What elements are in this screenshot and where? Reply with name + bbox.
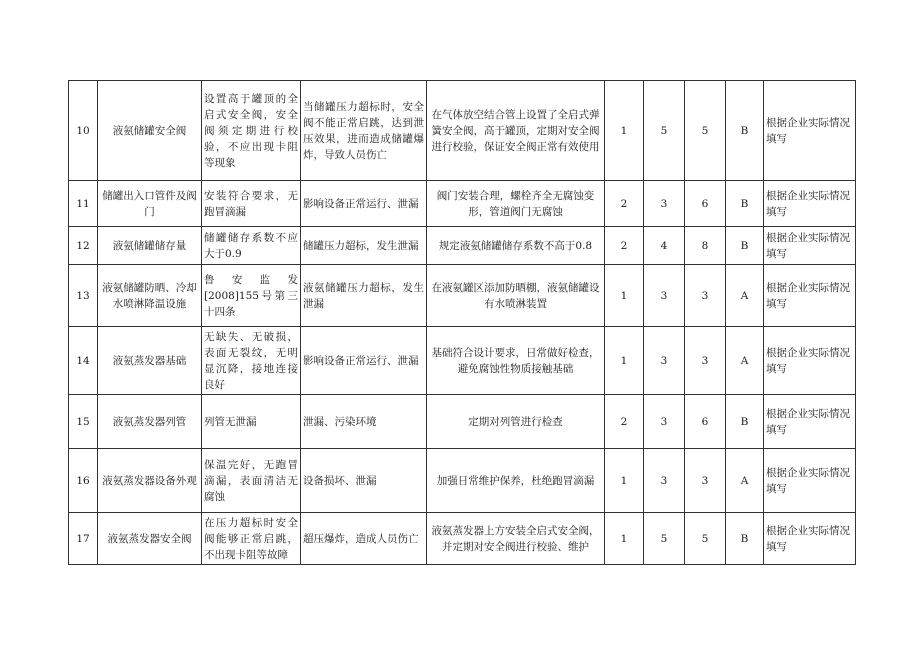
standard-cell: 保温完好，无跑冒滴漏，表面清洁无腐蚀: [202, 449, 301, 513]
check-item: 液氨蒸发器设备外观: [98, 449, 202, 513]
check-item: 液氨蒸发器列管: [98, 395, 202, 449]
risk-value-cell: 6: [685, 181, 726, 227]
check-item: 液氨储罐安全阀: [98, 81, 202, 181]
control-measure-cell: 阀门安装合理，螺栓齐全无腐蚀变形，管道阀门无腐蚀: [427, 181, 605, 227]
check-item: 液氨蒸发器安全阀: [98, 513, 202, 565]
standard-cell: 储罐储存系数不应大于0.9: [202, 227, 301, 265]
risk-level-cell: A: [726, 265, 764, 327]
check-item: 储罐出入口管件及阀门: [98, 181, 202, 227]
consequence-cell: 储罐压力超标，发生泄漏: [301, 227, 427, 265]
control-measure-cell: 加强日常维护保养，杜绝跑冒滴漏: [427, 449, 605, 513]
table-row: [69, 81, 856, 181]
table-row: [69, 227, 856, 265]
risk-level-cell: B: [726, 513, 764, 565]
row-number: 11: [69, 181, 98, 227]
check-item: 液氨储罐储存量: [98, 227, 202, 265]
standard-cell: 在压力超标时安全阀能够正常启跳，不出现卡阻等故障: [202, 513, 301, 565]
risk-level-cell: B: [726, 395, 764, 449]
table-row: [69, 395, 856, 449]
row-number: 10: [69, 81, 98, 181]
control-measure-cell: 液氨蒸发器上方安装全启式安全阀，并定期对安全阀进行校验、维护: [427, 513, 605, 565]
severity-cell: 5: [644, 513, 685, 565]
control-measure-cell: 定期对列管进行检查: [427, 395, 605, 449]
risk-value-cell: 5: [685, 513, 726, 565]
risk-value-cell: 3: [685, 327, 726, 395]
check-item: 液氨蒸发器基础: [98, 327, 202, 395]
likelihood-cell: 1: [605, 327, 644, 395]
likelihood-cell: 2: [605, 181, 644, 227]
severity-cell: 3: [644, 395, 685, 449]
standard-cell: 无缺失、无破损，表面无裂纹，无明显沉降，接地连接良好: [202, 327, 301, 395]
risk-value-cell: 3: [685, 449, 726, 513]
table-row: [69, 513, 856, 565]
check-item: 液氨储罐防晒、冷却水喷淋降温设施: [98, 265, 202, 327]
consequence-cell: 超压爆炸，造成人员伤亡: [301, 513, 427, 565]
likelihood-cell: 2: [605, 395, 644, 449]
likelihood-cell: 1: [605, 513, 644, 565]
risk-assessment-table: [68, 80, 856, 565]
severity-cell: 5: [644, 81, 685, 181]
consequence-cell: 影响设备正常运行、泄漏: [301, 181, 427, 227]
consequence-cell: 液氨储罐压力超标，发生泄漏: [301, 265, 427, 327]
risk-level-cell: A: [726, 449, 764, 513]
severity-cell: 3: [644, 327, 685, 395]
risk-value-cell: 3: [685, 265, 726, 327]
risk-value-cell: 8: [685, 227, 726, 265]
consequence-cell: 设备损坏、泄漏: [301, 449, 427, 513]
severity-cell: 3: [644, 181, 685, 227]
note-cell: 根据企业实际情况填写: [764, 181, 856, 227]
control-measure-cell: 在气体放空结合管上设置了全启式弹簧安全阀，高于罐顶，定期对安全阀进行校验，保证安全阀正常有效使用: [427, 81, 605, 181]
note-cell: 根据企业实际情况填写: [764, 265, 856, 327]
row-number: 13: [69, 265, 98, 327]
standard-cell: 设置高于罐顶的全启式安全阀，安全阀须定期进行校验，不应出现卡阻等现象: [202, 81, 301, 181]
severity-cell: 3: [644, 449, 685, 513]
note-cell: 根据企业实际情况填写: [764, 81, 856, 181]
risk-level-cell: B: [726, 227, 764, 265]
severity-cell: 4: [644, 227, 685, 265]
control-measure-cell: 在液氨罐区添加防晒棚，液氨储罐设有水喷淋装置: [427, 265, 605, 327]
control-measure-cell: 规定液氨储罐储存系数不高于0.8: [427, 227, 605, 265]
row-number: 12: [69, 227, 98, 265]
row-number: 14: [69, 327, 98, 395]
note-cell: 根据企业实际情况填写: [764, 513, 856, 565]
risk-value-cell: 5: [685, 81, 726, 181]
risk-value-cell: 6: [685, 395, 726, 449]
table-row: [69, 449, 856, 513]
row-number: 15: [69, 395, 98, 449]
standard-cell: 列管无泄漏: [202, 395, 301, 449]
risk-level-cell: B: [726, 181, 764, 227]
consequence-cell: 泄漏、污染环境: [301, 395, 427, 449]
standard-cell: 鲁安监发[2008]155号第三十四条: [202, 265, 301, 327]
row-number: 16: [69, 449, 98, 513]
severity-cell: 3: [644, 265, 685, 327]
standard-cell: 安装符合要求，无跑冒滴漏: [202, 181, 301, 227]
control-measure-cell: 基础符合设计要求，日常做好检查，避免腐蚀性物质接触基础: [427, 327, 605, 395]
note-cell: 根据企业实际情况填写: [764, 449, 856, 513]
table-body: [69, 81, 856, 565]
likelihood-cell: 2: [605, 227, 644, 265]
row-number: 17: [69, 513, 98, 565]
likelihood-cell: 1: [605, 449, 644, 513]
risk-level-cell: A: [726, 327, 764, 395]
risk-level-cell: B: [726, 81, 764, 181]
note-cell: 根据企业实际情况填写: [764, 395, 856, 449]
consequence-cell: 当储罐压力超标时，安全阀不能正常启跳，达到泄压效果，进而造成储罐爆炸，导致人员伤亡: [301, 81, 427, 181]
likelihood-cell: 1: [605, 81, 644, 181]
table-row: [69, 181, 856, 227]
table-row: [69, 327, 856, 395]
note-cell: 根据企业实际情况填写: [764, 227, 856, 265]
consequence-cell: 影响设备正常运行、泄漏: [301, 327, 427, 395]
note-cell: 根据企业实际情况填写: [764, 327, 856, 395]
likelihood-cell: 1: [605, 265, 644, 327]
table-row: [69, 265, 856, 327]
